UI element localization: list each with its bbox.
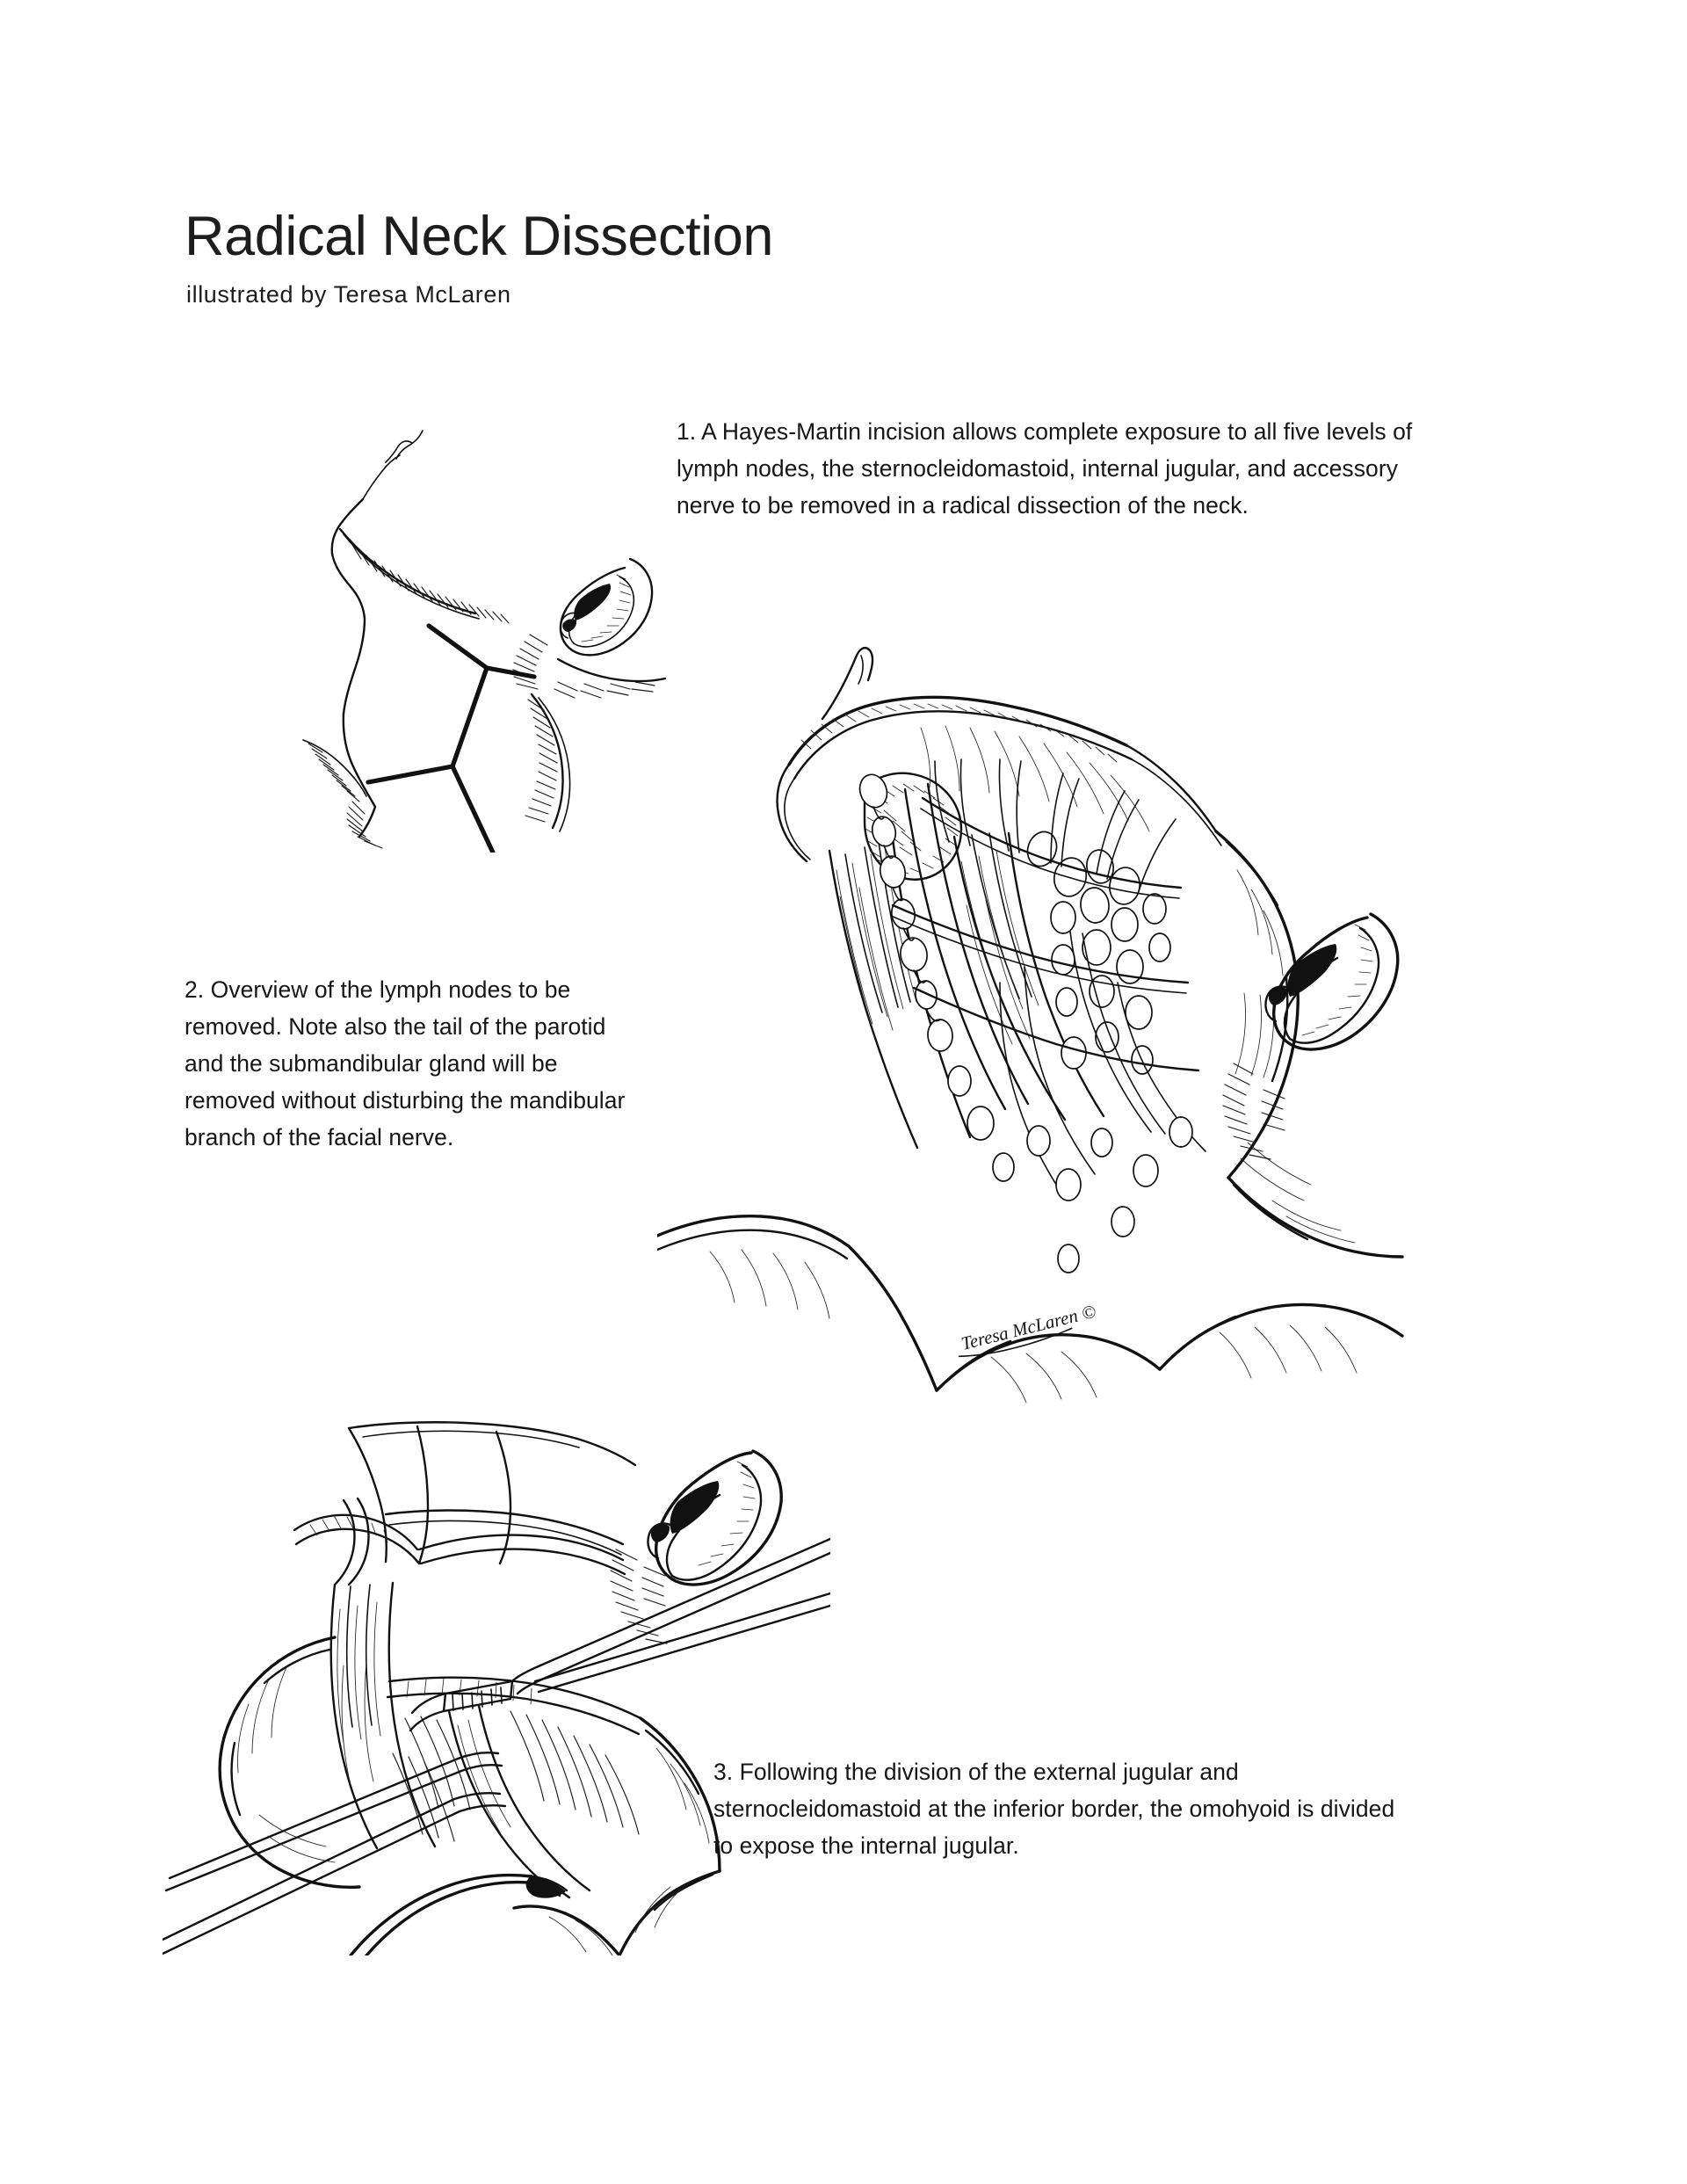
fig3-right-flap	[514, 1718, 720, 1955]
fig3-right-flap-hatch	[549, 1748, 709, 1955]
fig2-posterior-flap	[1216, 831, 1402, 1257]
figure-1-artwork	[180, 404, 672, 853]
caption-2-text: 2. Overview of the lymph nodes to be removed. Note also the tail of the parotid and the submandibular gland will be removed without disturbing the mandibular branch of the facial nerve.	[185, 976, 626, 1150]
fig2-signature	[954, 1301, 1100, 1362]
fig3-left-flap-fascia	[238, 1665, 336, 1862]
fig2-flap-fascia	[921, 726, 1149, 831]
page-title: Radical Neck Dissection	[185, 206, 774, 268]
fig3-retractor-tube	[351, 1876, 569, 1955]
fig3-jugular-shading	[458, 1720, 510, 1832]
fig1-jaw-shading	[352, 545, 509, 623]
fig3-deep-tissue-hatch	[393, 1711, 639, 1841]
caption-2	[185, 971, 641, 1156]
caption-1	[677, 413, 1459, 524]
fig1-incision-lines	[368, 626, 534, 853]
fig1-preauricular-shading	[513, 635, 547, 689]
byline: illustrated by Teresa McLaren	[186, 281, 511, 308]
fig2-jugular-node-chain	[856, 771, 1014, 1181]
fig3-ear	[648, 1451, 781, 1585]
caption-1-text: 1. A Hayes-Martin incision allows complete exposure to all five levels of lymph nodes, the sternocleidomastoid, internal jugular, and accessory nerve to be removed in a radical dissection of the neck.	[677, 418, 1413, 519]
fig3-vessel-loops	[294, 1498, 625, 1585]
figure-3-artwork	[163, 1402, 830, 1955]
caption-3-text: 3. Following the division of the external jugular and sternocleidomastoid at the inferior border, the omohyoid is divided to expose the internal jugular.	[713, 1759, 1395, 1859]
fig1-posterior-neck	[525, 659, 665, 831]
figure-lymph-node-overview	[657, 615, 1422, 1433]
fig2-superior-flap	[778, 648, 1222, 861]
fig1-shoulder-shading	[308, 744, 359, 802]
fig2-posterior-flap-hatch	[1235, 870, 1355, 1243]
fig2-ear	[1265, 914, 1397, 1049]
fig1-posterior-shading	[525, 682, 655, 822]
fig3-upper-forceps	[410, 1539, 830, 1731]
figure-hayes-martin-incision	[180, 404, 672, 853]
fig1-head-profile	[303, 431, 509, 848]
fig2-lower-node-chain	[1027, 1117, 1192, 1273]
figure-omohyoid-division	[163, 1402, 830, 1955]
caption-3	[713, 1753, 1416, 1864]
fig2-inferior-flap	[657, 1216, 1402, 1403]
fig3-internal-jugular	[449, 1706, 590, 1896]
fig3-ear-shading	[699, 1462, 755, 1565]
fig3-superior-flap	[349, 1422, 635, 1564]
figure-2-artwork	[657, 615, 1422, 1433]
fig3-sternocleidomastoid	[331, 1583, 435, 1848]
artist-signature: Teresa McLaren ©	[959, 1300, 1098, 1354]
fig1-lower-neck-shading	[347, 802, 382, 848]
fig3-lower-forceps	[163, 1752, 505, 1954]
